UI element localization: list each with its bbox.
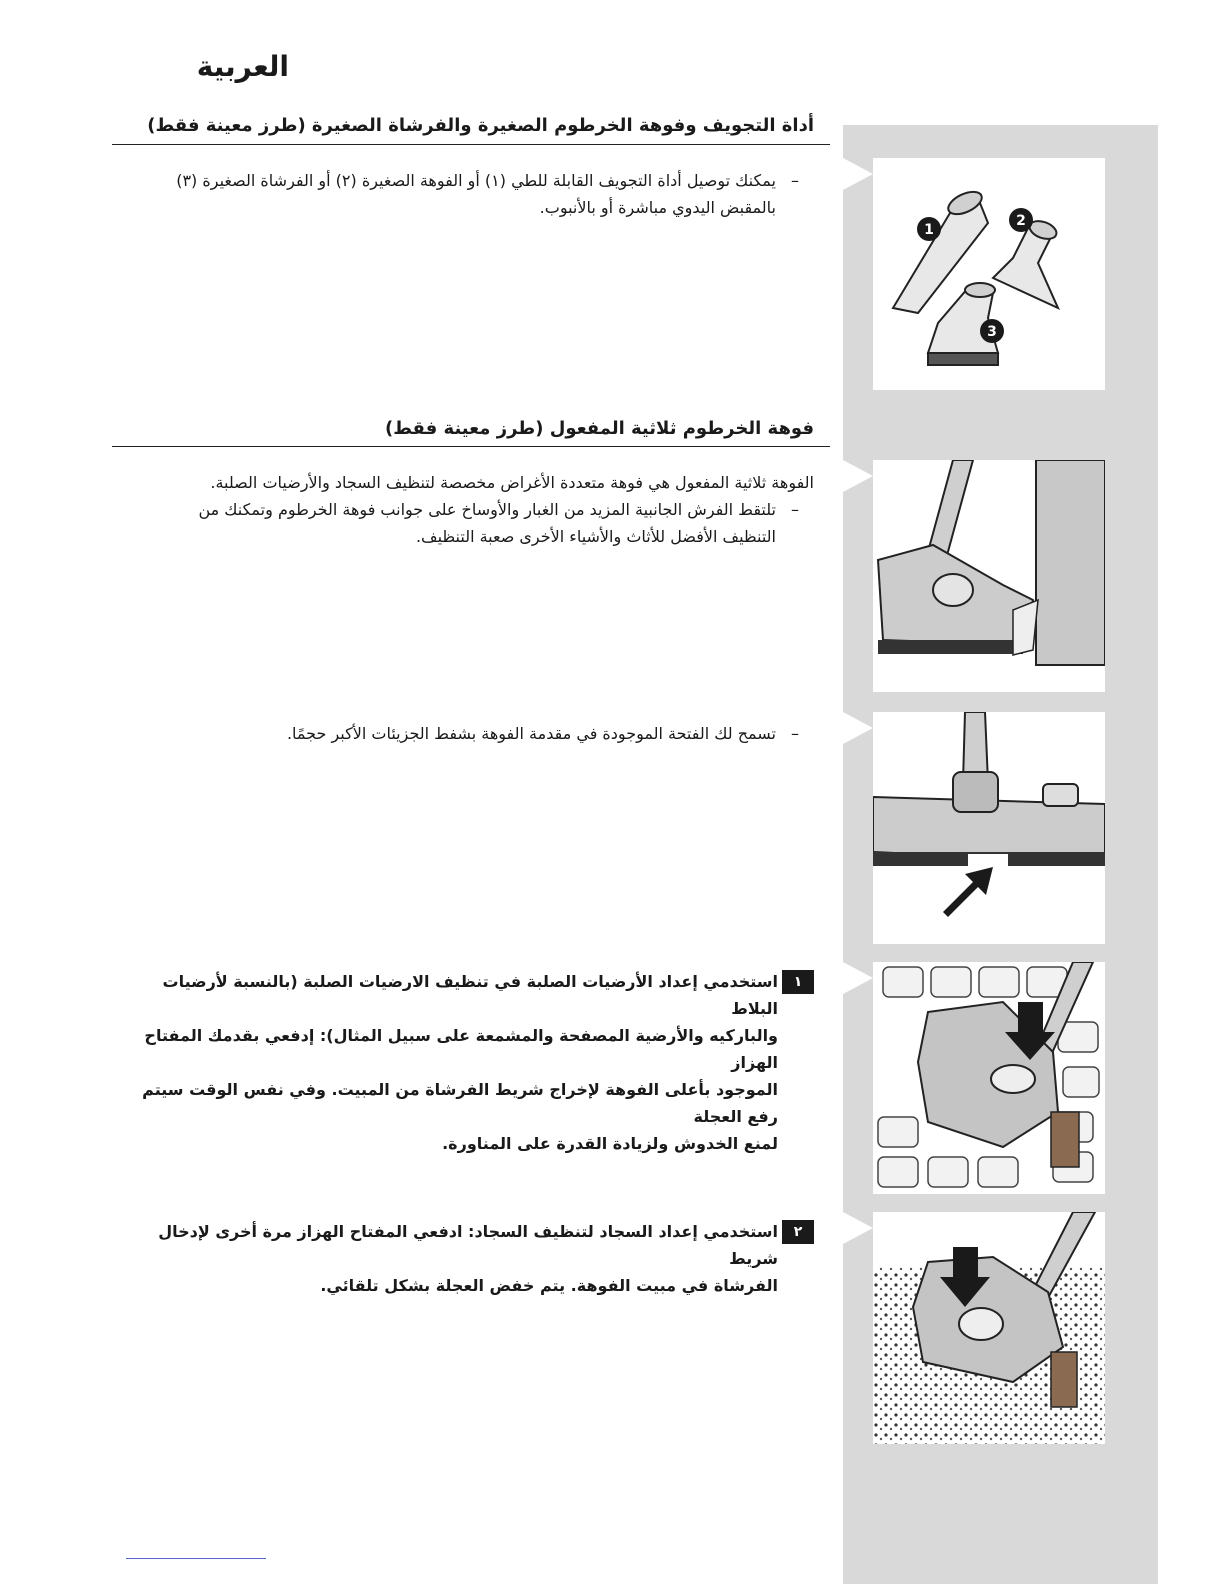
step-number-badge: ٢ <box>782 1220 814 1244</box>
step-number-badge: ١ <box>782 970 814 994</box>
nozzle-shape <box>993 228 1058 308</box>
intro-text: الفوهة ثلاثية المفعول هي فوهة متعددة الأغراض مخصصة لتنظيف السجاد والأرضيات الصلبة. <box>210 473 814 492</box>
step2-block <box>124 1218 814 1299</box>
bullet-line: بالمقبض اليدوي مباشرة أو بالأنبوب. <box>539 198 776 217</box>
footer-line <box>126 1558 266 1559</box>
figure-side-brush <box>873 460 1105 692</box>
nozzle-base <box>878 640 1023 654</box>
step-line: الفرشاة في مبيت الفوهة. يتم خفض العجلة بشكل تلقائي. <box>320 1276 778 1295</box>
label-1: 1 <box>924 222 934 238</box>
wall-shape <box>1036 460 1105 665</box>
bullet-line: يمكنك توصيل أداة التجويف القابلة للطي (١) أو الفوهة الصغيرة (٢) أو الفرشاة الصغيرة (٣) <box>176 171 776 190</box>
figure-pointer <box>843 460 873 492</box>
side-brush-shape <box>1051 1352 1077 1407</box>
section1-heading: أداة التجويف وفوهة الخرطوم الصغيرة والفرشاة الصغيرة (طرز معينة فقط) <box>147 115 814 136</box>
dash-marker: – <box>791 171 799 190</box>
bullet-line: تلتقط الفرش الجانبية المزيد من الغبار والأوساخ على جوانب فوهة الخرطوم وتمكنك من <box>198 500 776 519</box>
step-line: استخدمي إعداد السجاد لتنظيف السجاد: ادفعي المفتاح الهزاز مرة أخرى لإدخال شريط <box>158 1222 778 1268</box>
nozzle-neck <box>953 772 998 812</box>
section2-heading: فوهة الخرطوم ثلاثية المفعول (طرز معينة فقط) <box>385 418 814 439</box>
label-2: 2 <box>1016 213 1026 229</box>
dash-marker: – <box>791 500 799 519</box>
bullet-line: تسمح لك الفتحة الموجودة في مقدمة الفوهة بشفط الجزيئات الأكبر حجمًا. <box>286 724 776 743</box>
figure-pointer <box>843 962 873 994</box>
step-line: لمنع الخدوش ولزيادة القدرة على المناورة. <box>442 1134 778 1153</box>
rocker-switch <box>991 1065 1035 1093</box>
figure-carpet <box>873 1212 1105 1444</box>
step-line: والباركيه والأرضية المصفحة والمشمعة على سبيل المثال): إدفعي بقدمك المفتاح الهزاز <box>144 1026 778 1072</box>
arrow-icon <box>943 867 993 917</box>
figure-hard-floor <box>873 962 1105 1194</box>
language-title: العربية <box>196 50 289 83</box>
front-opening <box>968 854 1008 866</box>
section1-bullet <box>124 167 814 221</box>
figure-front-opening <box>873 712 1105 944</box>
figure-pointer <box>843 712 873 744</box>
side-brush-shape <box>1051 1112 1079 1167</box>
nozzle-pedal <box>1043 784 1078 806</box>
side-brush-shape <box>1013 600 1038 655</box>
section2-rule <box>112 446 830 447</box>
figure-pointer <box>843 1212 873 1244</box>
section1-rule <box>112 144 830 145</box>
brush-end <box>965 283 995 297</box>
section2-intro-block <box>124 469 814 550</box>
bullet-line: التنظيف الأفضل للأثاث والأشياء الأخرى صعبة التنظيف. <box>415 527 776 546</box>
label-3: 3 <box>987 324 997 340</box>
dash-marker: – <box>791 724 799 743</box>
step-line: استخدمي إعداد الأرضيات الصلبة في تنظيف الارضيات الصلبة (بالنسبة لأرضيات البلاط <box>162 972 778 1018</box>
rocker-switch <box>959 1308 1003 1340</box>
figure-attachments <box>873 158 1105 390</box>
figure-pointer <box>843 158 873 190</box>
step1-block <box>124 968 814 1157</box>
section2-bullet2 <box>124 720 814 747</box>
rocker-switch <box>933 574 973 606</box>
brush-bristles <box>928 353 998 365</box>
step-line: الموجود بأعلى الفوهة لإخراج شريط الفرشاة من المبيت. وفي نفس الوقت سيتم رفع العجلة <box>142 1080 778 1126</box>
